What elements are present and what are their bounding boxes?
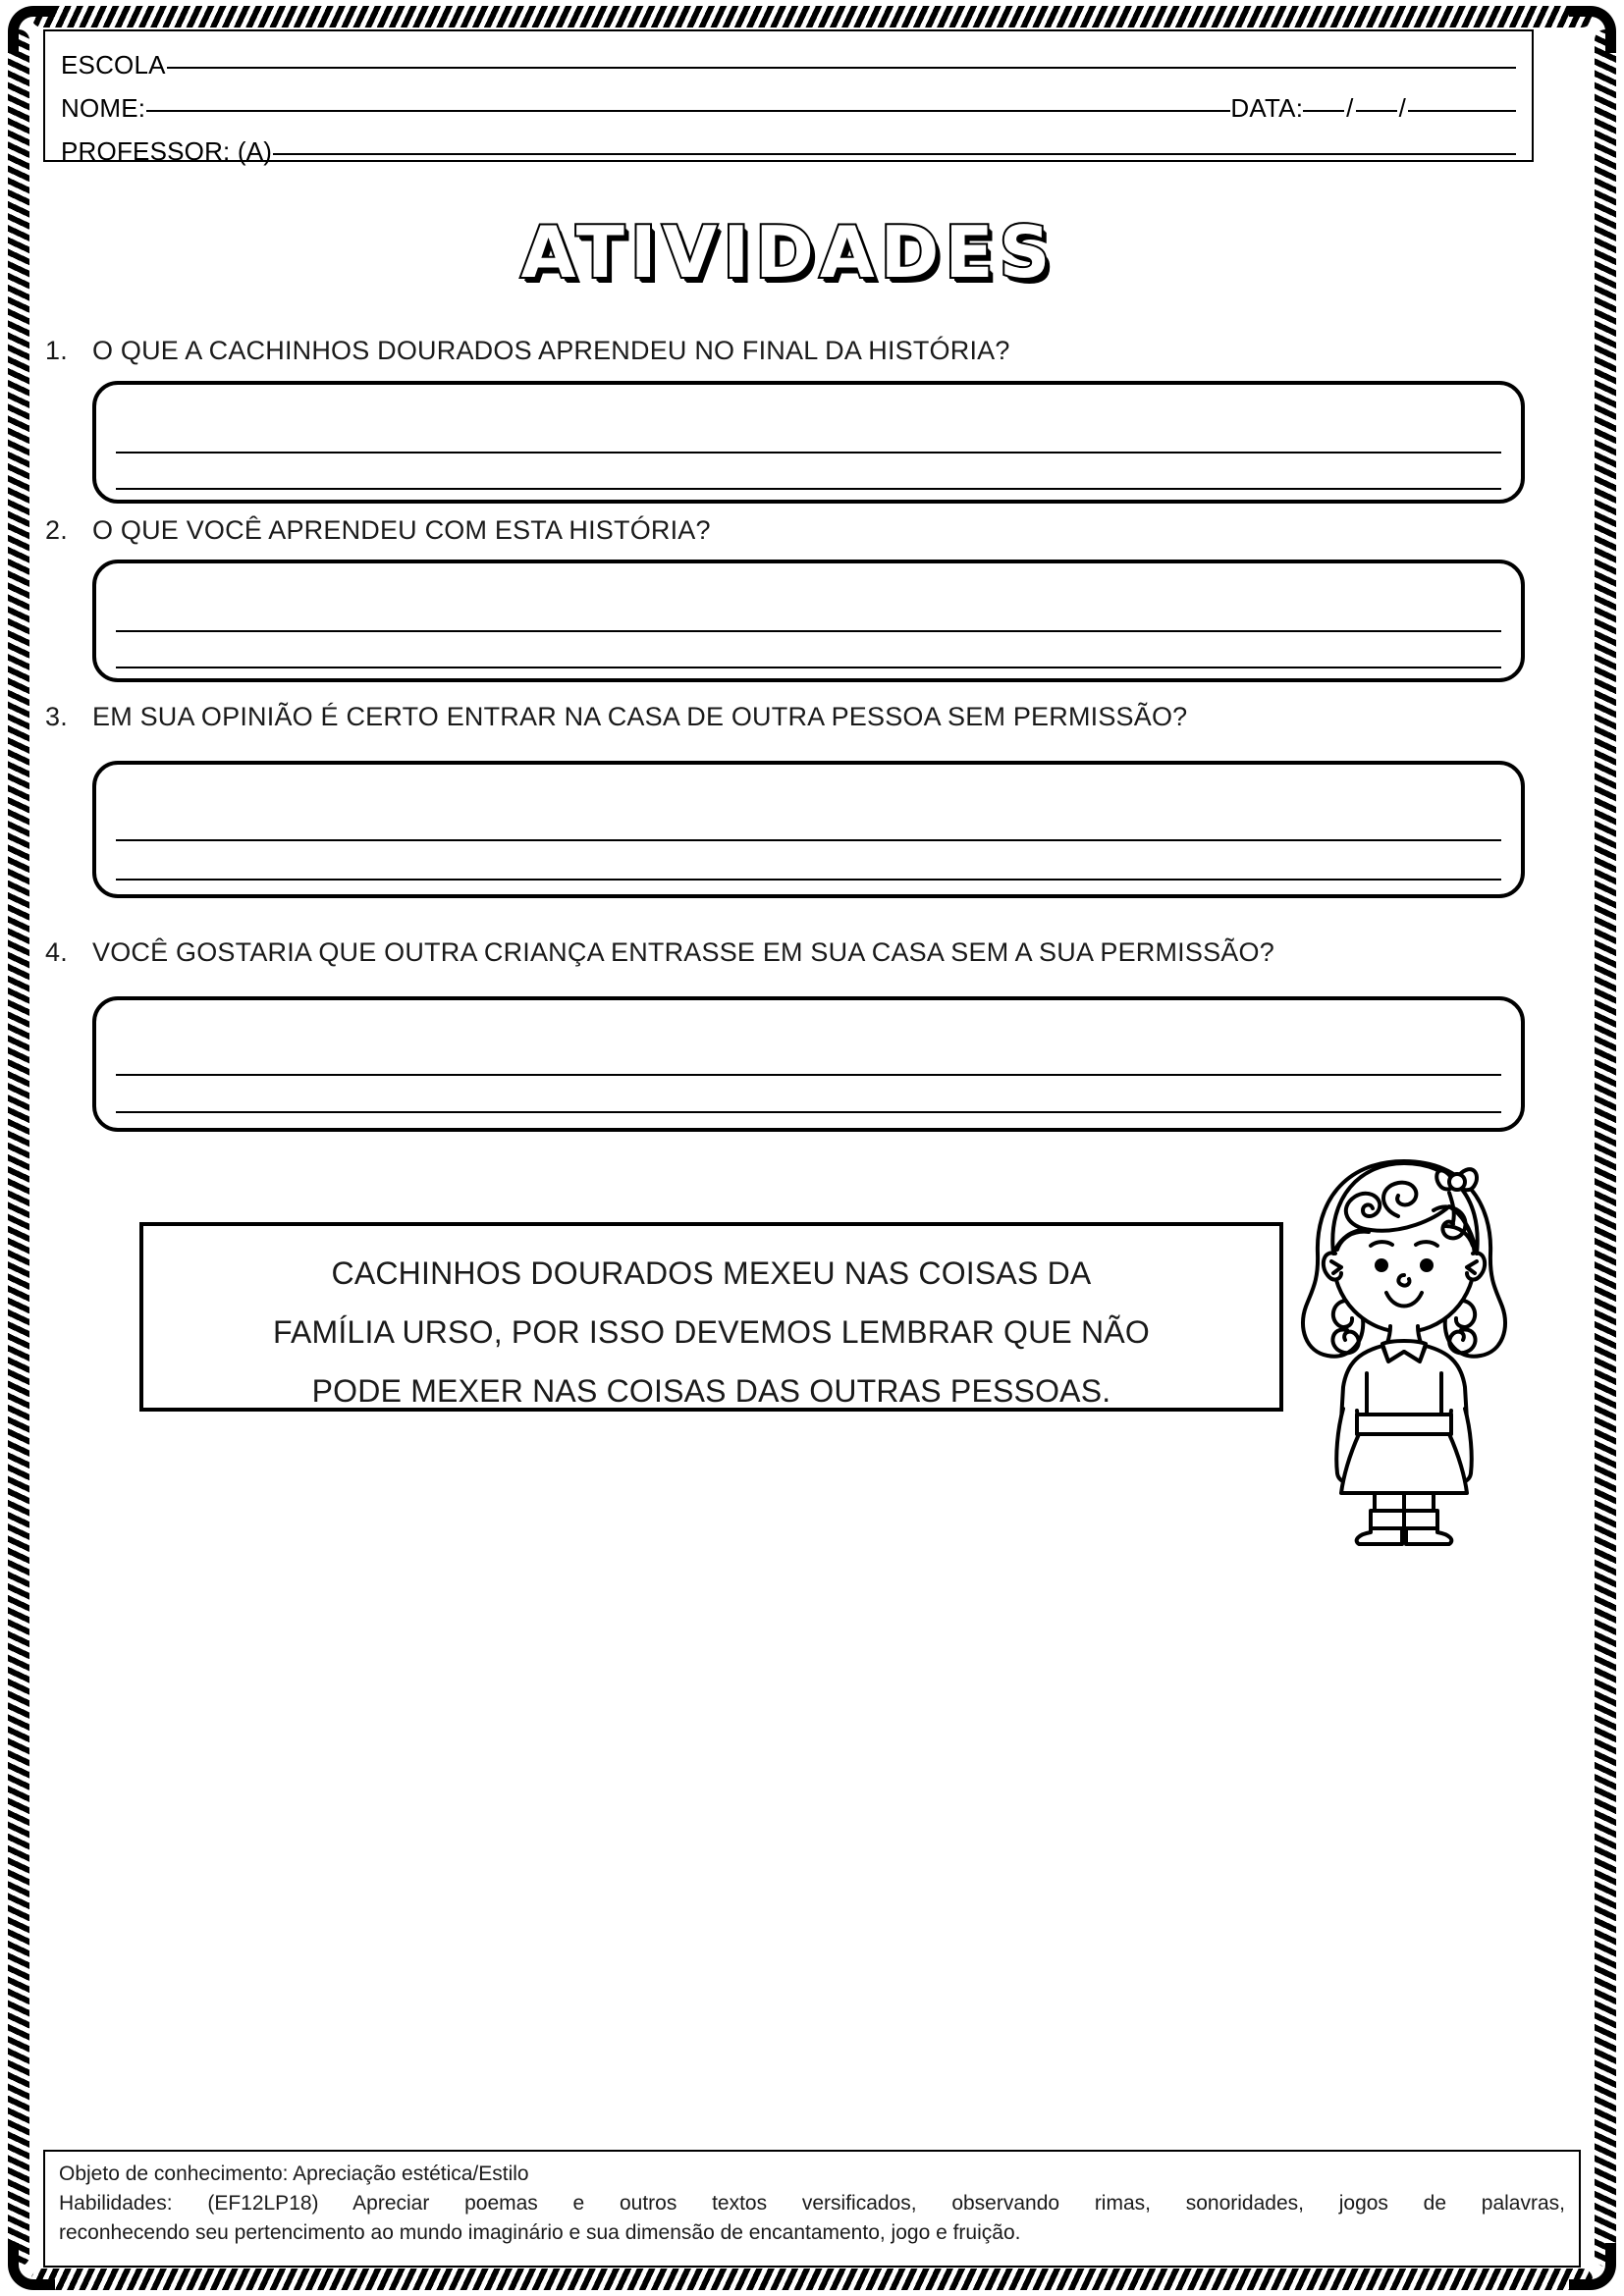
- question-4-number: 4.: [45, 937, 68, 967]
- conclusion-line-3: PODE MEXER NAS COISAS DAS OUTRAS PESSOAS.: [311, 1373, 1111, 1409]
- answer-line-1-2[interactable]: [116, 488, 1501, 490]
- answer-box-2[interactable]: [92, 560, 1525, 682]
- teacher-label: PROFESSOR: (A): [61, 136, 273, 166]
- answer-line-4-2[interactable]: [116, 1111, 1501, 1113]
- footer-skills-line-1: Habilidades: (EF12LP18) Apreciar poemas e outros textos versificados, observando rimas, sonoridades, jogos de palavras,: [59, 2192, 1565, 2215]
- rope-border-left: [8, 29, 29, 2267]
- question-3-number: 3.: [45, 702, 68, 731]
- school-input-line[interactable]: [167, 67, 1516, 69]
- date-separator-2: /: [1398, 93, 1406, 123]
- answer-box-3[interactable]: [92, 761, 1525, 898]
- question-4-text: VOCÊ GOSTARIA QUE OUTRA CRIANÇA ENTRASSE EM SUA CASA SEM A SUA PERMISSÃO?: [92, 937, 1274, 967]
- answer-line-2-2[interactable]: [116, 667, 1501, 668]
- student-identification-box: [43, 29, 1534, 166]
- bncc-footer-box: [43, 2150, 1581, 2268]
- worksheet-content: [43, 29, 1581, 2263]
- girl-character-illustration: [1276, 1144, 1532, 1546]
- name-date-row: [61, 86, 1516, 130]
- question-1-number: 1.: [45, 336, 68, 365]
- footer-knowledge-object: Objeto de conhecimento: Apreciação estética/Estilo: [59, 2163, 529, 2185]
- question-2-number: 2.: [45, 515, 68, 545]
- answer-line-3-1[interactable]: [116, 839, 1501, 841]
- rope-border-top: [31, 6, 1593, 27]
- teacher-input-line[interactable]: [273, 153, 1516, 155]
- page-title-wrapper: [43, 211, 1534, 294]
- conclusion-line-1: CACHINHOS DOURADOS MEXEU NAS COISAS DA: [331, 1255, 1092, 1291]
- answer-line-4-1[interactable]: [116, 1074, 1501, 1076]
- answer-line-2-1[interactable]: [116, 630, 1501, 632]
- question-1: [45, 336, 1010, 366]
- answer-box-4[interactable]: [92, 996, 1525, 1132]
- question-2-text: O QUE VOCÊ APRENDEU COM ESTA HISTÓRIA?: [92, 515, 711, 545]
- date-label: DATA:: [1230, 93, 1304, 123]
- conclusion-line-2: FAMÍLIA URSO, POR ISSO DEVEMOS LEMBRAR QUE NÃO: [273, 1314, 1150, 1350]
- school-row: [61, 43, 1516, 86]
- question-3: [45, 702, 1187, 732]
- conclusion-box: [139, 1222, 1283, 1412]
- answer-box-1[interactable]: [92, 381, 1525, 504]
- name-label: NOME:: [61, 93, 146, 123]
- question-4: [45, 937, 1274, 968]
- page-title: ATIVIDADES: [520, 211, 1056, 294]
- answer-line-1-1[interactable]: [116, 452, 1501, 454]
- question-2: [45, 515, 711, 546]
- date-separator-1: /: [1346, 93, 1354, 123]
- date-month-input-line[interactable]: [1356, 110, 1397, 112]
- name-input-line[interactable]: [146, 110, 1230, 112]
- answer-line-3-2[interactable]: [116, 879, 1501, 881]
- question-1-text: O QUE A CACHINHOS DOURADOS APRENDEU NO FINAL DA HISTÓRIA?: [92, 336, 1010, 365]
- rope-border-bottom: [31, 2269, 1593, 2290]
- teacher-row: [61, 130, 1516, 173]
- question-3-text: EM SUA OPINIÃO É CERTO ENTRAR NA CASA DE OUTRA PESSOA SEM PERMISSÃO?: [92, 702, 1188, 731]
- date-day-input-line[interactable]: [1303, 110, 1344, 112]
- date-year-input-line[interactable]: [1408, 110, 1516, 112]
- rope-border-right: [1595, 29, 1616, 2267]
- conclusion-text: [143, 1226, 1279, 1420]
- footer-skills-line-2: reconhecendo seu pertencimento ao mundo imaginário e sua dimensão de encantamento, jogo e fruição.: [59, 2221, 1021, 2244]
- school-label: ESCOLA: [61, 50, 166, 80]
